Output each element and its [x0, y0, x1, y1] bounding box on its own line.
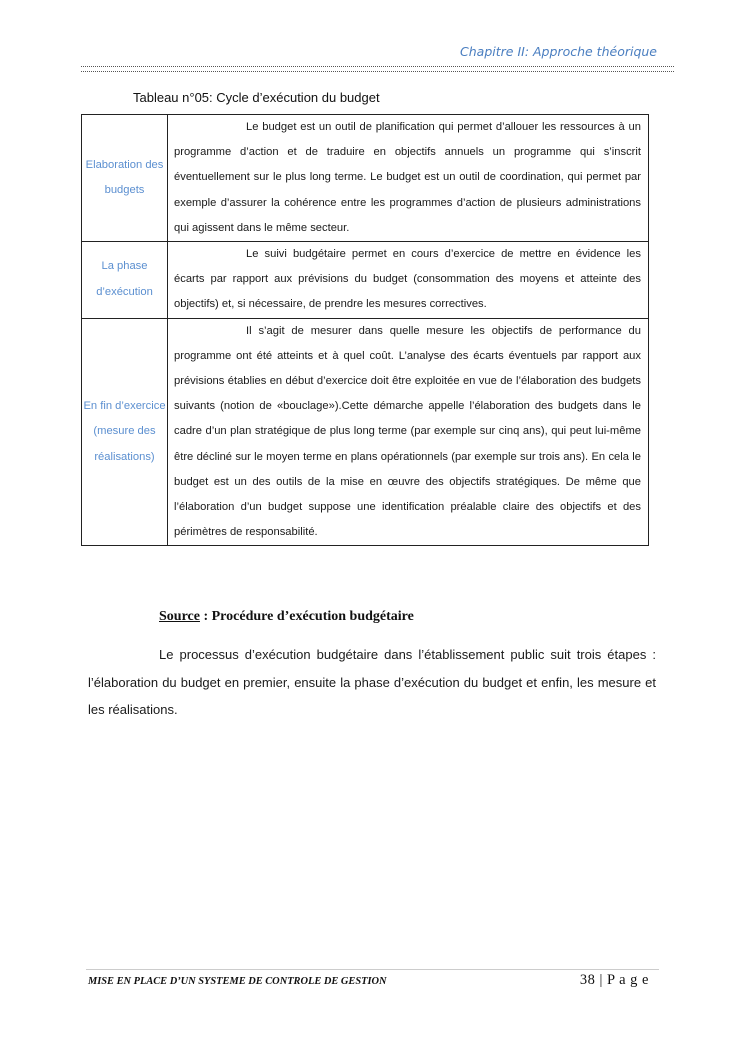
table-row: [82, 115, 649, 242]
footer-divider: [86, 969, 659, 970]
description-cell: [168, 242, 649, 319]
table-source: [159, 609, 414, 625]
source-text: : Procédure d’exécution budgétaire: [199, 609, 414, 624]
phase-cell: Elaboration des budgets: [82, 115, 168, 242]
description-text: Le suivi budgétaire permet en cours d’exercice de mettre en évidence les écarts par rapport aux prévisions du budget (consommation des moyens et atteinte des objectifs) et, si nécessaire, de prendre les mesures correctives.: [174, 248, 641, 311]
paragraph-text: Le processus d’exécution budgétaire dans l’établissement public suit trois étapes : l’élaboration du budget en premier, ensuite la phase d’exécution du budget et enfin, les mesure et les réalisations.: [88, 647, 656, 717]
phase-cell: La phase d’exécution: [82, 242, 168, 319]
description-cell: [168, 318, 649, 546]
source-label: Source: [159, 609, 200, 624]
header-divider: [81, 66, 674, 72]
page-number: 38 | P a g e: [579, 972, 649, 988]
chapter-header: Chapitre II: Approche théorique: [460, 44, 657, 59]
body-paragraph: [88, 641, 656, 724]
description-text: Il s’agit de mesurer dans quelle mesure les objectifs de performance du programme ont été atteints et à quel coût. L’analyse des écarts éventuels par rapport aux prévisions établies en début d’exercice doit être exploitée en vue de l’élaboration des budgets suivants (notion de «bouclage»).Cette démarche appelle l’élaboration des budgets dans le cadre d’un plan stratégique de plus long terme (par exemple sur cinq ans), qui peut lui-même être décliné sur le moyen terme en plans opérationnels (par exemple sur trois ans). En cela le budget est un des outils de la mise en œuvre des objectifs stratégiques. De même que l’élaboration d’un budget suppose une identification préalable claire des objectifs et des périmètres de responsabilité.: [174, 324, 641, 539]
budget-cycle-table: [81, 114, 649, 546]
phase-cell: En fin d’exercice (mesure des réalisations): [82, 318, 168, 546]
table-caption: Tableau n°05: Cycle d’exécution du budget: [133, 90, 380, 105]
table-row: [82, 318, 649, 546]
description-cell: [168, 115, 649, 242]
description-text: Le budget est un outil de planification qui permet d’allouer les ressources à un programme d’action et de traduire en objectifs annuels un programme qui s’inscrit éventuellement sur le plus long terme. Le budget est un outil de coordination, qui permet par exemple d’assurer la cohérence entre les programmes d’action de plusieurs administrations qui agissent dans le même secteur.: [174, 121, 641, 234]
table-row: [82, 242, 649, 319]
footer-title: MISE EN PLACE D’UN SYSTEME DE CONTROLE DE GESTION: [88, 976, 387, 987]
